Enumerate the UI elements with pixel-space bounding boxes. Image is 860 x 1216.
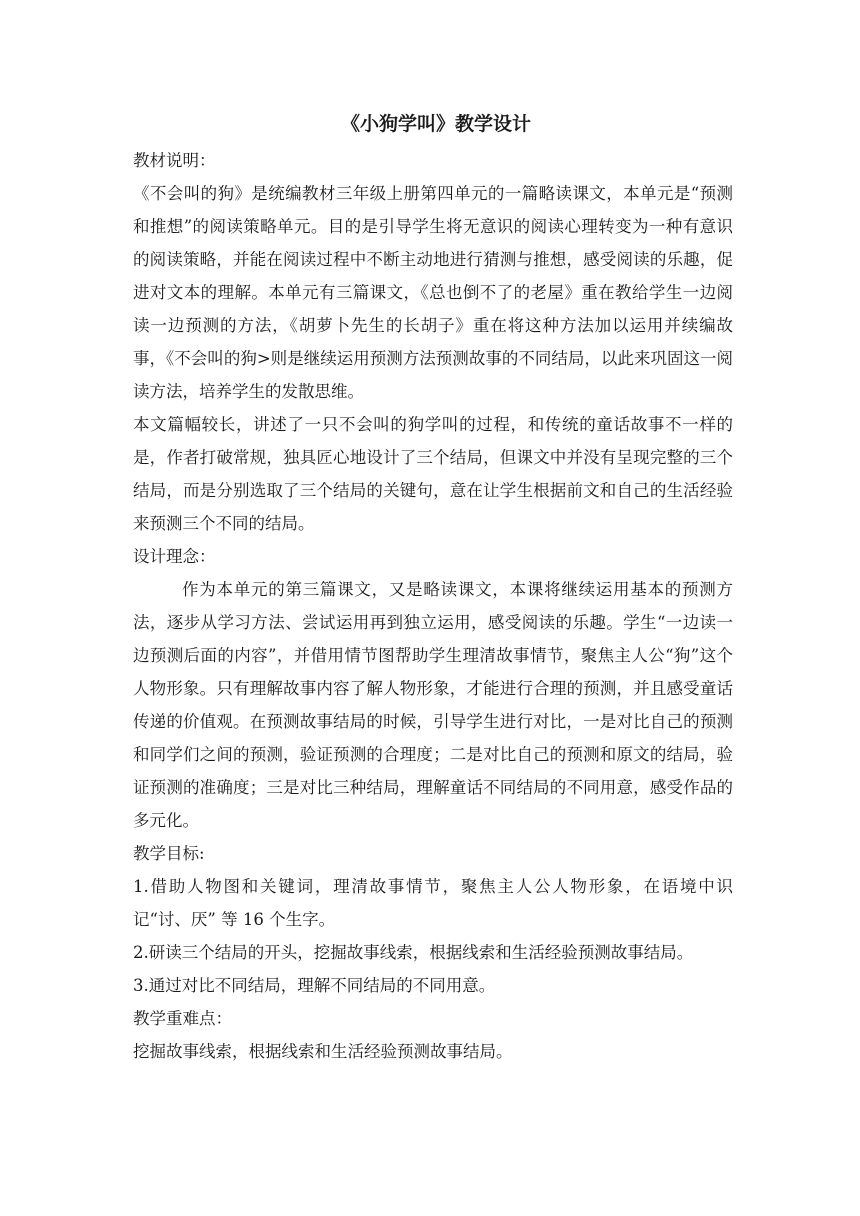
key-points-paragraph: 挖掘故事线索，根据线索和生活经验预测故事结局。 (133, 1042, 513, 1061)
goal-item-2: 2.研读三个结局的开头，挖掘故事线索，根据线索和生活经验预测故事结局。 (133, 943, 694, 962)
philosophy-paragraph: 作为本单元的第三篇课文，又是略读课文，本课将继续运用基本的预测方法，逐步从学习方法、尝试运用再到独立运用，感受阅读的乐趣。学生“一边读一边预测后面的内容”，并借用情节图帮助学生理清故事情节，聚焦主人公“狗”这个人物形象。只有理解故事内容了解人物形象，才能进行合理的预测，并且感受童话传递的价值观。在预测故事结局的时候，引导学生进行对比，一是对比自己的预测和同学们之间的预测，验证预测的合理度；二是对比自己的预测和原文的结局，验证预测的准确度；三是对比三种结局，理解童话不同结局的不同用意，感受作品的多元化。 (133, 580, 733, 830)
philosophy-heading: 设计理念： (133, 547, 216, 566)
key-points-heading: 教学重难点： (133, 1009, 232, 1028)
goal-item-3: 3.通过对比不同结局，理解不同结局的不同用意。 (133, 976, 496, 995)
goal-item-1: 1.借助人物图和关键词，理清故事情节，聚焦主人公人物形象，在语境中识记“讨、厌” 等 16 个生字。 (133, 877, 733, 929)
document-title: 《小狗学叫》教学设计 (340, 113, 531, 135)
materials-paragraph-1: 《不会叫的狗》是统编教材三年级上册第四单元的一篇略读课文，本单元是“预测和推想”的阅读策略单元。目的是引导学生将无意识的阅读心理转变为一种有意识的阅读策略，并能在阅读过程中不断主动地进行猜测与推想，感受阅读的乐趣，促进对文本的理解。本单元有三篇课文，《总也倒不了的老屋》重在教给学生一边阅读一边预测的方法，《胡萝卜先生的长胡子》重在将这种方法加以运用并续编故事，《不会叫的狗>则是继续运用预测方法预测故事的不同结局，以此来巩固这一阅读方法，培养学生的发散思维。 (133, 184, 733, 401)
document-page (133, 110, 733, 1068)
materials-heading: 教材说明： (133, 151, 216, 170)
materials-paragraph-2: 本文篇幅较长，讲述了一只不会叫的狗学叫的过程，和传统的童话故事不一样的是，作者打破常规，独具匠心地设计了三个结局，但课文中并没有呈现完整的三个结局，而是分别选取了三个结局的关键句，意在让学生根据前文和自己的生活经验来预测三个不同的结局。 (133, 415, 733, 533)
goals-heading: 教学目标: (133, 844, 205, 863)
